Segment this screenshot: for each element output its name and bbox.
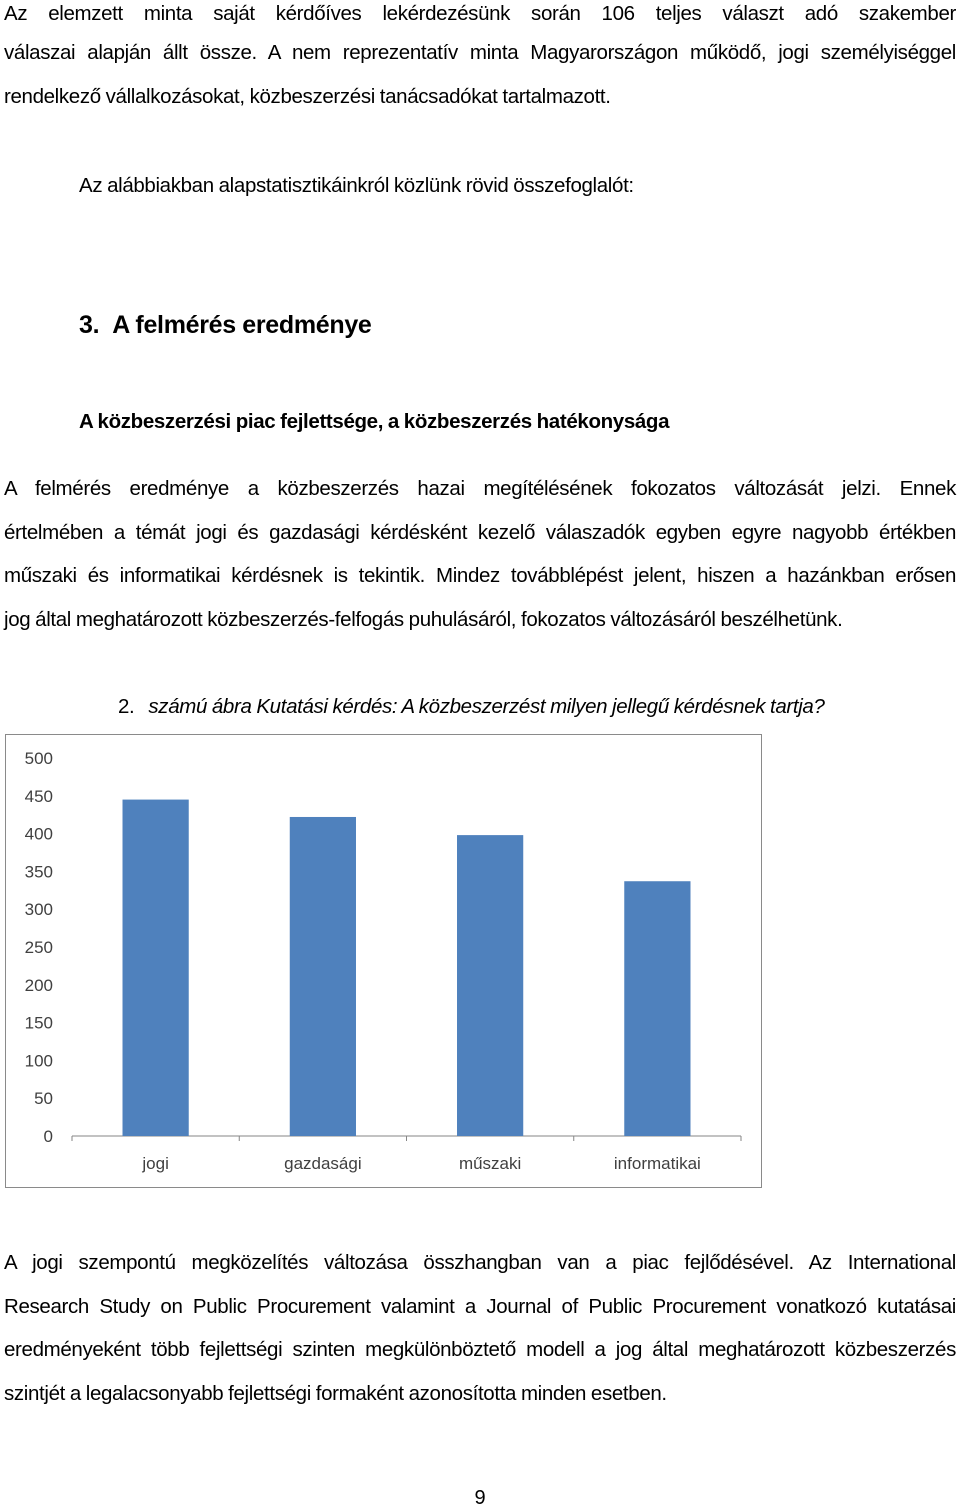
bar	[624, 881, 690, 1136]
paragraph2-line-1: A jogi szempontú megközelítés változása összhangban van a piac fejlődésével. Az International	[4, 1251, 956, 1274]
paragraph1-line-1: A felmérés eredménye a közbeszerzés hazai megítélésének fokozatos változását jelzi. Ennek	[4, 477, 956, 500]
y-tick-label: 100	[24, 1051, 53, 1071]
intro-line-3: rendelkező vállalkozásokat, közbeszerzési tanácsadókat tartalmazott.	[4, 85, 611, 108]
paragraph1-line-2: értelmében a témát jogi és gazdasági kérdésként kezelő válaszadók egyben egyre nagyobb értékben	[4, 521, 956, 544]
section-number: 3.	[79, 311, 100, 339]
figure-number: 2.	[118, 695, 135, 718]
y-tick-label: 200	[24, 975, 53, 995]
y-tick-label: 150	[24, 1013, 53, 1033]
bar	[457, 835, 523, 1136]
category-label: gazdasági	[284, 1154, 362, 1173]
category-label: műszaki	[458, 1154, 522, 1173]
y-tick-label: 450	[24, 786, 53, 806]
y-tick-label: 0	[43, 1127, 53, 1146]
y-tick-label: 400	[24, 824, 53, 844]
bar-chart-svg	[6, 735, 761, 1187]
section-title: A felmérés eredménye	[112, 311, 372, 339]
category-label: informatikai	[613, 1154, 701, 1173]
intro-line-1: Az elemzett minta saját kérdőíves lekérdezésünk során 106 teljes választ adó szakember	[4, 2, 956, 25]
subsection-heading: A közbeszerzési piac fejlettsége, a közbeszerzés hatékonysága	[79, 410, 670, 433]
intro-line-2: válaszai alapján állt össze. A nem reprezentatív minta Magyarországon működő, jogi személyiséggel	[4, 41, 956, 64]
y-tick-label: 300	[24, 900, 53, 920]
page-number: 9	[474, 1487, 486, 1509]
bar	[290, 817, 356, 1136]
figure-caption	[118, 693, 825, 721]
paragraph1-line-3: műszaki és informatikai kérdésnek is tekintik. Mindez továbblépést jelent, hiszen a hazánkban erősen	[4, 564, 956, 587]
paragraph1-line-4: jog által meghatározott közbeszerzés-felfogás puhulásáról, fokozatos változásáról beszélhetünk.	[4, 608, 843, 631]
bar	[123, 800, 189, 1136]
paragraph2-line-3: eredményeként több fejlettségi szinten megkülönböztető modell a jog által meghatározott közbeszerzés	[4, 1338, 956, 1361]
paragraph2-line-4: szintjét a legalacsonyabb fejlettségi formaként azonosította minden esetben.	[4, 1382, 667, 1405]
paragraph2-line-2: Research Study on Public Procurement valamint a Journal of Public Procurement vonatkozó kutatásai	[4, 1295, 956, 1318]
y-tick-label: 50	[34, 1089, 53, 1109]
category-label: jogi	[142, 1154, 169, 1173]
y-tick-label: 500	[24, 749, 53, 768]
summary-line: Az alábbiakban alapstatisztikáinkról közlünk rövid összefoglalót:	[79, 174, 634, 197]
figure-caption-text: számú ábra Kutatási kérdés: A közbeszerzést milyen jellegű kérdésnek tartja?	[148, 695, 825, 718]
y-tick-label: 250	[24, 938, 53, 957]
bar-chart	[5, 734, 762, 1188]
y-tick-label: 350	[24, 862, 53, 882]
section-heading	[79, 310, 372, 340]
